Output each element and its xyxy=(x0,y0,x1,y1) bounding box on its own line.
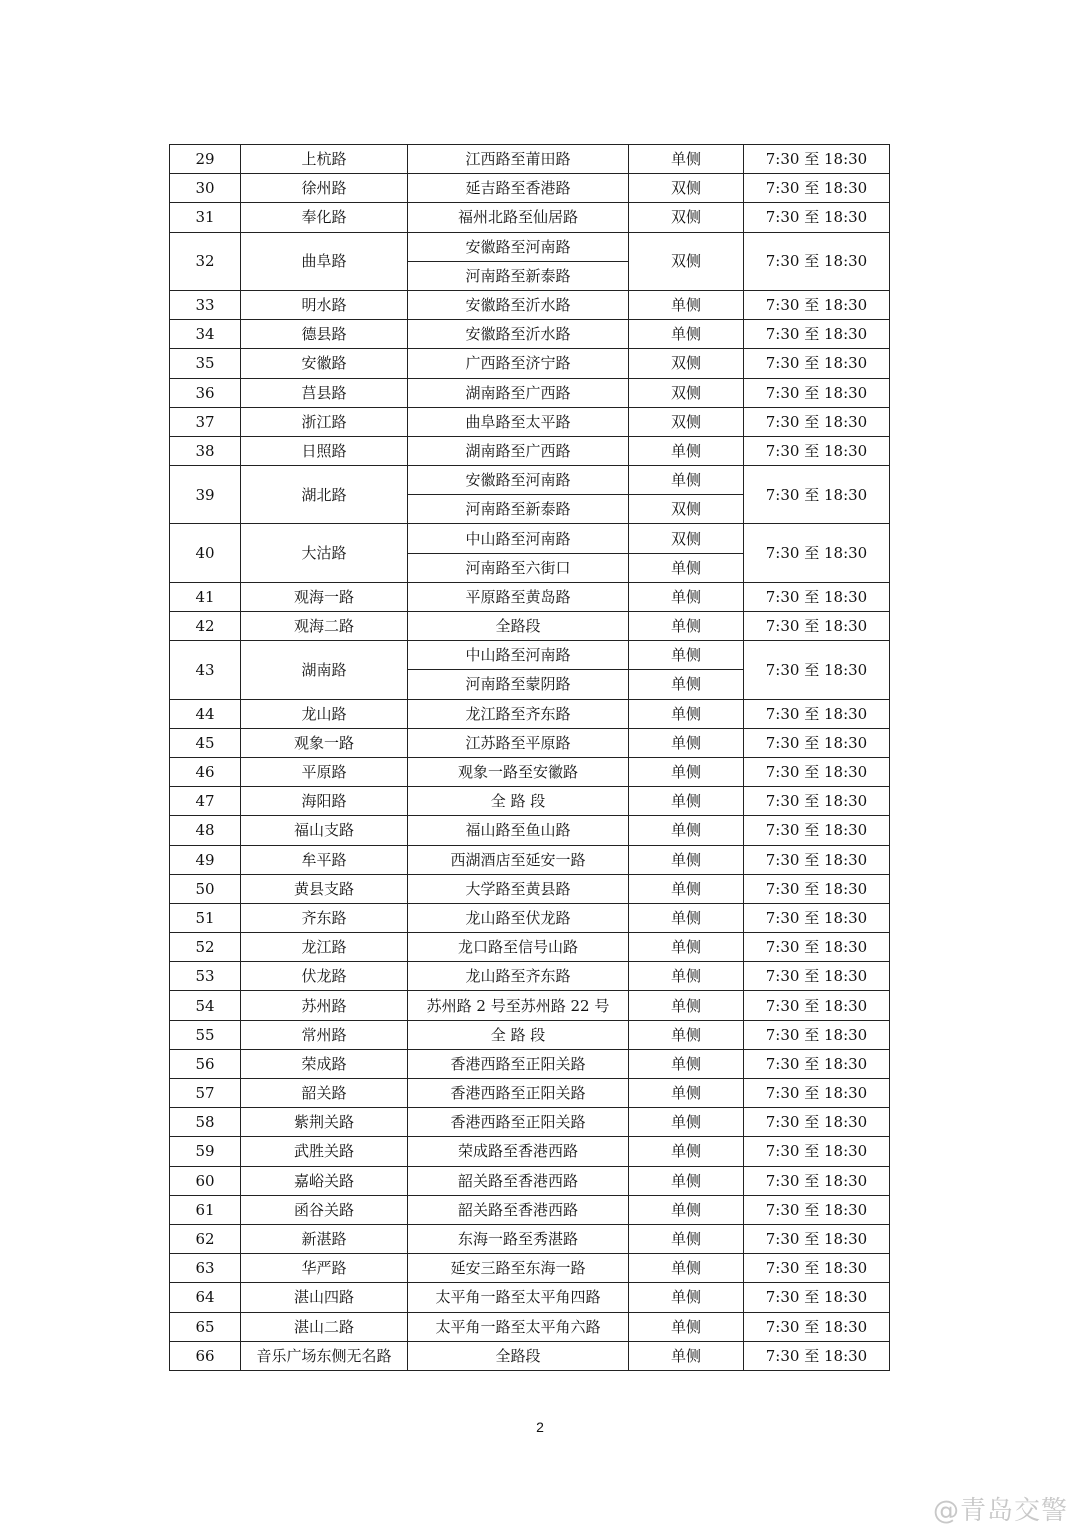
road-name: 齐东路 xyxy=(241,903,408,932)
road-name: 莒县路 xyxy=(241,378,408,407)
row-number: 29 xyxy=(170,145,241,174)
table-row xyxy=(170,203,890,232)
table-row xyxy=(170,290,890,319)
table-row xyxy=(170,845,890,874)
road-name: 新湛路 xyxy=(241,1224,408,1253)
parking-side: 单侧 xyxy=(629,1137,744,1166)
parking-side: 单侧 xyxy=(629,1224,744,1253)
row-number: 41 xyxy=(170,582,241,611)
table-row xyxy=(170,1254,890,1283)
table-row xyxy=(170,728,890,757)
road-name: 音乐广场东侧无名路 xyxy=(241,1341,408,1370)
row-number: 63 xyxy=(170,1254,241,1283)
row-number: 36 xyxy=(170,378,241,407)
row-number: 34 xyxy=(170,320,241,349)
parking-time: 7:30 至 18:30 xyxy=(744,290,890,319)
parking-side: 单侧 xyxy=(629,436,744,465)
table-row xyxy=(170,174,890,203)
parking-side: 单侧 xyxy=(629,1254,744,1283)
table-row xyxy=(170,612,890,641)
road-section: 全 路 段 xyxy=(408,1020,629,1049)
parking-side: 单侧 xyxy=(629,962,744,991)
row-number: 56 xyxy=(170,1049,241,1078)
row-number: 66 xyxy=(170,1341,241,1370)
parking-side: 单侧 xyxy=(629,320,744,349)
parking-time: 7:30 至 18:30 xyxy=(744,1312,890,1341)
road-section: 大学路至黄县路 xyxy=(408,874,629,903)
parking-side: 双侧 xyxy=(629,524,744,553)
table-row xyxy=(170,874,890,903)
road-section: 江苏路至平原路 xyxy=(408,728,629,757)
road-section: 延安三路至东海一路 xyxy=(408,1254,629,1283)
road-name: 湛山四路 xyxy=(241,1283,408,1312)
road-name: 湖南路 xyxy=(241,641,408,699)
row-number: 50 xyxy=(170,874,241,903)
parking-time: 7:30 至 18:30 xyxy=(744,145,890,174)
road-name: 湛山二路 xyxy=(241,1312,408,1341)
table-row xyxy=(170,1166,890,1195)
parking-side: 双侧 xyxy=(629,203,744,232)
road-section: 香港西路至正阳关路 xyxy=(408,1108,629,1137)
table-row xyxy=(170,466,890,495)
road-section: 香港西路至正阳关路 xyxy=(408,1049,629,1078)
road-section: 龙山路至伏龙路 xyxy=(408,903,629,932)
table-row xyxy=(170,349,890,378)
row-number: 59 xyxy=(170,1137,241,1166)
road-section: 安徽路至沂水路 xyxy=(408,290,629,319)
road-section: 曲阜路至太平路 xyxy=(408,407,629,436)
road-name: 徐州路 xyxy=(241,174,408,203)
row-number: 43 xyxy=(170,641,241,699)
parking-side: 单侧 xyxy=(629,845,744,874)
row-number: 31 xyxy=(170,203,241,232)
row-number: 64 xyxy=(170,1283,241,1312)
table-row xyxy=(170,991,890,1020)
row-number: 57 xyxy=(170,1079,241,1108)
parking-time: 7:30 至 18:30 xyxy=(744,757,890,786)
parking-time: 7:30 至 18:30 xyxy=(744,1137,890,1166)
parking-side: 单侧 xyxy=(629,991,744,1020)
road-section: 全 路 段 xyxy=(408,787,629,816)
road-name: 奉化路 xyxy=(241,203,408,232)
parking-side: 单侧 xyxy=(629,1079,744,1108)
parking-side: 单侧 xyxy=(629,728,744,757)
road-name: 伏龙路 xyxy=(241,962,408,991)
row-number: 60 xyxy=(170,1166,241,1195)
road-section: 湖南路至广西路 xyxy=(408,378,629,407)
parking-time: 7:30 至 18:30 xyxy=(744,524,890,582)
road-section: 香港西路至正阳关路 xyxy=(408,1079,629,1108)
parking-time: 7:30 至 18:30 xyxy=(744,874,890,903)
parking-time: 7:30 至 18:30 xyxy=(744,1283,890,1312)
parking-side: 单侧 xyxy=(629,1108,744,1137)
road-name: 华严路 xyxy=(241,1254,408,1283)
parking-side: 双侧 xyxy=(629,232,744,290)
table-row xyxy=(170,378,890,407)
table-row xyxy=(170,1137,890,1166)
parking-time: 7:30 至 18:30 xyxy=(744,933,890,962)
parking-time: 7:30 至 18:30 xyxy=(744,407,890,436)
parking-side: 单侧 xyxy=(629,1166,744,1195)
row-number: 48 xyxy=(170,816,241,845)
road-section: 太平角一路至太平角六路 xyxy=(408,1312,629,1341)
table-row xyxy=(170,1312,890,1341)
parking-time: 7:30 至 18:30 xyxy=(744,641,890,699)
row-number: 58 xyxy=(170,1108,241,1137)
table-row xyxy=(170,1195,890,1224)
parking-side: 单侧 xyxy=(629,641,744,670)
row-number: 52 xyxy=(170,933,241,962)
table-row xyxy=(170,816,890,845)
road-name: 安徽路 xyxy=(241,349,408,378)
road-name: 海阳路 xyxy=(241,787,408,816)
table-row xyxy=(170,582,890,611)
road-section: 西湖酒店至延安一路 xyxy=(408,845,629,874)
road-section: 河南路至新泰路 xyxy=(408,261,629,290)
parking-side: 单侧 xyxy=(629,1049,744,1078)
road-name: 明水路 xyxy=(241,290,408,319)
road-name: 嘉峪关路 xyxy=(241,1166,408,1195)
parking-time: 7:30 至 18:30 xyxy=(744,174,890,203)
table-row xyxy=(170,1049,890,1078)
table-row xyxy=(170,903,890,932)
table-row xyxy=(170,1079,890,1108)
road-section: 安徽路至河南路 xyxy=(408,232,629,261)
parking-time: 7:30 至 18:30 xyxy=(744,1166,890,1195)
parking-side: 单侧 xyxy=(629,1312,744,1341)
road-name: 福山支路 xyxy=(241,816,408,845)
road-name: 武胜关路 xyxy=(241,1137,408,1166)
parking-side: 双侧 xyxy=(629,495,744,524)
row-number: 44 xyxy=(170,699,241,728)
row-number: 40 xyxy=(170,524,241,582)
parking-time: 7:30 至 18:30 xyxy=(744,349,890,378)
road-name: 湖北路 xyxy=(241,466,408,524)
row-number: 51 xyxy=(170,903,241,932)
road-name: 常州路 xyxy=(241,1020,408,1049)
table-row xyxy=(170,407,890,436)
road-section: 龙江路至齐东路 xyxy=(408,699,629,728)
watermark: @青岛交警 xyxy=(932,1496,1068,1526)
parking-time: 7:30 至 18:30 xyxy=(744,991,890,1020)
table-row xyxy=(170,933,890,962)
road-section: 湖南路至广西路 xyxy=(408,436,629,465)
parking-side: 单侧 xyxy=(629,145,744,174)
parking-time: 7:30 至 18:30 xyxy=(744,1049,890,1078)
parking-time: 7:30 至 18:30 xyxy=(744,728,890,757)
row-number: 62 xyxy=(170,1224,241,1253)
row-number: 45 xyxy=(170,728,241,757)
parking-side: 单侧 xyxy=(629,1020,744,1049)
road-section: 延吉路至香港路 xyxy=(408,174,629,203)
parking-side: 单侧 xyxy=(629,699,744,728)
table-row xyxy=(170,1108,890,1137)
road-name: 德县路 xyxy=(241,320,408,349)
road-section: 河南路至六街口 xyxy=(408,553,629,582)
parking-time: 7:30 至 18:30 xyxy=(744,436,890,465)
road-name: 龙江路 xyxy=(241,933,408,962)
row-number: 53 xyxy=(170,962,241,991)
road-name: 日照路 xyxy=(241,436,408,465)
road-section: 荣成路至香港西路 xyxy=(408,1137,629,1166)
parking-time: 7:30 至 18:30 xyxy=(744,1020,890,1049)
road-section: 龙口路至信号山路 xyxy=(408,933,629,962)
row-number: 49 xyxy=(170,845,241,874)
row-number: 54 xyxy=(170,991,241,1020)
road-section: 广西路至济宁路 xyxy=(408,349,629,378)
row-number: 47 xyxy=(170,787,241,816)
table-body xyxy=(170,145,890,1371)
road-section: 韶关路至香港西路 xyxy=(408,1195,629,1224)
parking-time: 7:30 至 18:30 xyxy=(744,1079,890,1108)
parking-time: 7:30 至 18:30 xyxy=(744,203,890,232)
table-row xyxy=(170,524,890,553)
parking-side: 单侧 xyxy=(629,816,744,845)
parking-time: 7:30 至 18:30 xyxy=(744,845,890,874)
road-section: 龙山路至齐东路 xyxy=(408,962,629,991)
parking-side: 双侧 xyxy=(629,407,744,436)
parking-side: 双侧 xyxy=(629,349,744,378)
table-row xyxy=(170,1224,890,1253)
road-section: 安徽路至河南路 xyxy=(408,466,629,495)
parking-side: 单侧 xyxy=(629,874,744,903)
table-row xyxy=(170,1283,890,1312)
road-section: 中山路至河南路 xyxy=(408,641,629,670)
parking-side: 单侧 xyxy=(629,553,744,582)
road-name: 上杭路 xyxy=(241,145,408,174)
parking-time: 7:30 至 18:30 xyxy=(744,1341,890,1370)
parking-time: 7:30 至 18:30 xyxy=(744,816,890,845)
road-section: 江西路至莆田路 xyxy=(408,145,629,174)
table-row xyxy=(170,1020,890,1049)
parking-time: 7:30 至 18:30 xyxy=(744,787,890,816)
table-row xyxy=(170,962,890,991)
road-section: 福州北路至仙居路 xyxy=(408,203,629,232)
table-row xyxy=(170,787,890,816)
table-row xyxy=(170,641,890,670)
parking-time: 7:30 至 18:30 xyxy=(744,1108,890,1137)
parking-time: 7:30 至 18:30 xyxy=(744,378,890,407)
row-number: 55 xyxy=(170,1020,241,1049)
parking-time: 7:30 至 18:30 xyxy=(744,612,890,641)
table-row xyxy=(170,145,890,174)
parking-time: 7:30 至 18:30 xyxy=(744,699,890,728)
road-section: 观象一路至安徽路 xyxy=(408,757,629,786)
road-section: 安徽路至沂水路 xyxy=(408,320,629,349)
table-row xyxy=(170,1341,890,1370)
table-row xyxy=(170,757,890,786)
road-name: 紫荆关路 xyxy=(241,1108,408,1137)
table-row xyxy=(170,320,890,349)
road-name: 曲阜路 xyxy=(241,232,408,290)
road-section: 河南路至新泰路 xyxy=(408,495,629,524)
road-section: 中山路至河南路 xyxy=(408,524,629,553)
road-section: 东海一路至秀湛路 xyxy=(408,1224,629,1253)
page-number: 2 xyxy=(536,1419,544,1435)
road-name: 平原路 xyxy=(241,757,408,786)
road-section: 全路段 xyxy=(408,1341,629,1370)
parking-side: 单侧 xyxy=(629,466,744,495)
parking-side: 单侧 xyxy=(629,757,744,786)
road-name: 韶关路 xyxy=(241,1079,408,1108)
road-section: 太平角一路至太平角四路 xyxy=(408,1283,629,1312)
road-name: 大沽路 xyxy=(241,524,408,582)
road-name: 浙江路 xyxy=(241,407,408,436)
parking-time: 7:30 至 18:30 xyxy=(744,962,890,991)
road-section: 全路段 xyxy=(408,612,629,641)
parking-time: 7:30 至 18:30 xyxy=(744,1254,890,1283)
parking-time: 7:30 至 18:30 xyxy=(744,582,890,611)
row-number: 33 xyxy=(170,290,241,319)
parking-side: 单侧 xyxy=(629,933,744,962)
table-row xyxy=(170,699,890,728)
row-number: 32 xyxy=(170,232,241,290)
row-number: 46 xyxy=(170,757,241,786)
road-name: 龙山路 xyxy=(241,699,408,728)
row-number: 65 xyxy=(170,1312,241,1341)
row-number: 39 xyxy=(170,466,241,524)
row-number: 35 xyxy=(170,349,241,378)
parking-side: 单侧 xyxy=(629,1283,744,1312)
road-section: 福山路至鱼山路 xyxy=(408,816,629,845)
road-section: 韶关路至香港西路 xyxy=(408,1166,629,1195)
table-row xyxy=(170,232,890,261)
row-number: 37 xyxy=(170,407,241,436)
parking-side: 单侧 xyxy=(629,903,744,932)
parking-time: 7:30 至 18:30 xyxy=(744,320,890,349)
parking-time: 7:30 至 18:30 xyxy=(744,903,890,932)
road-name: 苏州路 xyxy=(241,991,408,1020)
parking-side: 单侧 xyxy=(629,1341,744,1370)
parking-time: 7:30 至 18:30 xyxy=(744,1195,890,1224)
parking-time: 7:30 至 18:30 xyxy=(744,466,890,524)
road-section: 河南路至蒙阴路 xyxy=(408,670,629,699)
parking-side: 单侧 xyxy=(629,1195,744,1224)
road-section: 平原路至黄岛路 xyxy=(408,582,629,611)
row-number: 61 xyxy=(170,1195,241,1224)
road-name: 荣成路 xyxy=(241,1049,408,1078)
parking-table xyxy=(169,144,890,1371)
road-section: 苏州路 2 号至苏州路 22 号 xyxy=(408,991,629,1020)
table-row xyxy=(170,436,890,465)
parking-side: 单侧 xyxy=(629,612,744,641)
road-name: 观象一路 xyxy=(241,728,408,757)
parking-side: 双侧 xyxy=(629,174,744,203)
parking-time: 7:30 至 18:30 xyxy=(744,232,890,290)
road-name: 观海一路 xyxy=(241,582,408,611)
parking-side: 单侧 xyxy=(629,670,744,699)
parking-side: 单侧 xyxy=(629,582,744,611)
road-name: 函谷关路 xyxy=(241,1195,408,1224)
row-number: 30 xyxy=(170,174,241,203)
parking-side: 单侧 xyxy=(629,290,744,319)
road-name: 牟平路 xyxy=(241,845,408,874)
parking-side: 双侧 xyxy=(629,378,744,407)
row-number: 42 xyxy=(170,612,241,641)
parking-side: 单侧 xyxy=(629,787,744,816)
road-name: 观海二路 xyxy=(241,612,408,641)
row-number: 38 xyxy=(170,436,241,465)
road-name: 黄县支路 xyxy=(241,874,408,903)
parking-time: 7:30 至 18:30 xyxy=(744,1224,890,1253)
